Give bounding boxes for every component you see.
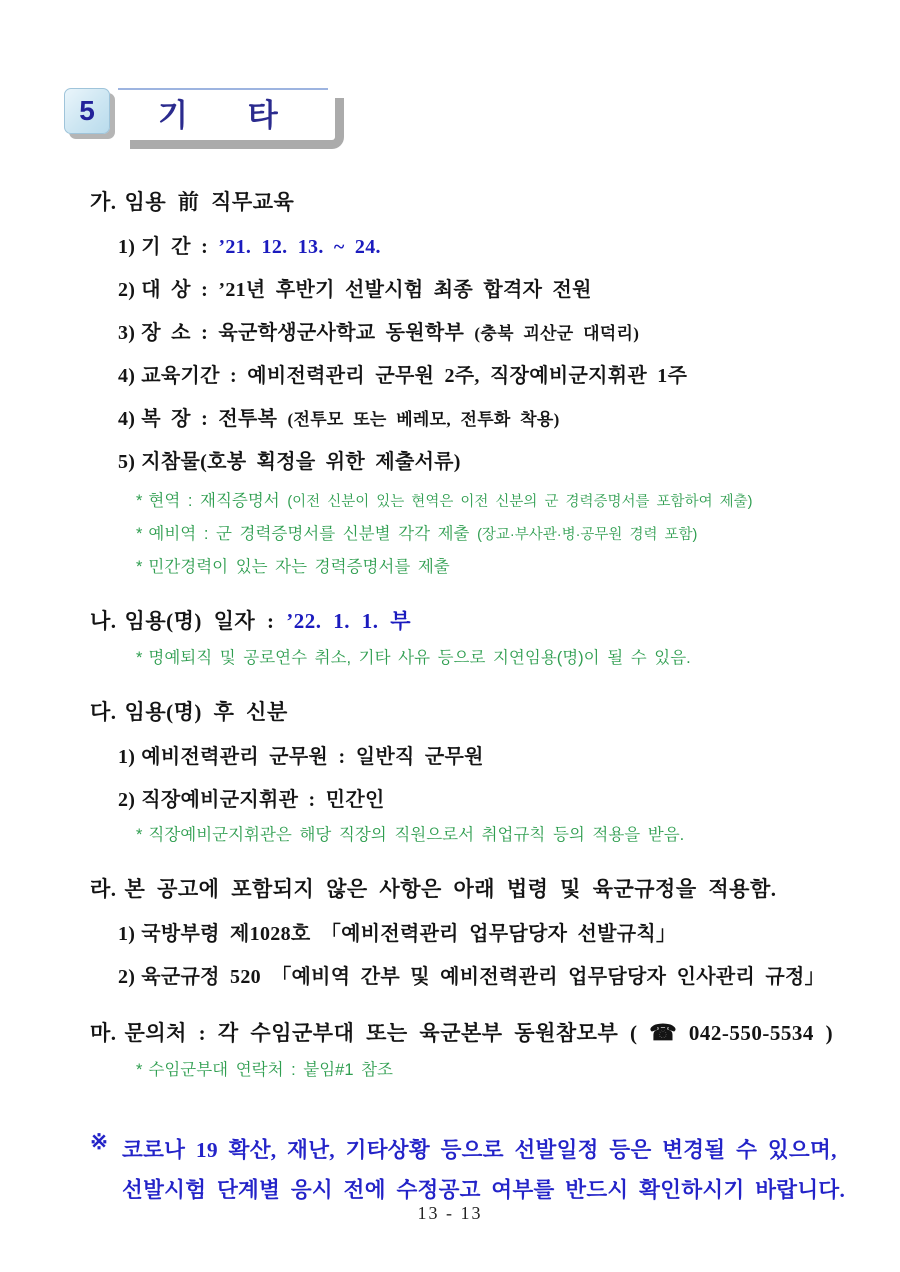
item-text: 지참물(호봉 획정을 위한 제출서류): [141, 451, 461, 473]
section-ra-label: 라.: [90, 877, 117, 901]
list-item: [90, 445, 860, 474]
section-ra-heading: [90, 873, 860, 903]
list-item: [90, 783, 860, 812]
section-na-title: 임용(명) 일자 :: [124, 609, 287, 633]
note-text: 예비역 : 군 경력증명서를 신분별 각각 제출: [148, 525, 478, 543]
list-item: [90, 359, 860, 388]
note-text: 직장예비군지휘관은 해당 직장의 직원으로서 취업규칙 등의 적용을 받음.: [148, 826, 685, 844]
section-ga-heading: [90, 186, 860, 216]
section-header: [64, 88, 338, 143]
note-star: *: [136, 558, 143, 576]
note-line: [90, 487, 860, 511]
note-paren: (장교·부사관·병·공무원 경력 포함): [477, 527, 698, 543]
page-number: 13 - 13: [417, 1203, 483, 1223]
item-number: 4): [118, 408, 136, 430]
item-text: 예비전력관리 군무원 : 일반직 군무원: [141, 746, 484, 768]
item-number: 3): [118, 322, 136, 344]
reference-mark-icon: ※: [90, 1130, 109, 1154]
note-text: 현역 : 재직증명서: [148, 492, 288, 510]
note-line: [90, 520, 860, 544]
item-text: 복 장 : 전투복: [141, 408, 288, 430]
item-text: 교육기간 : 예비전력관리 군무원 2주, 직장예비군지휘관 1주: [141, 365, 688, 387]
note-star: *: [136, 525, 143, 543]
item-text: 육군규정 520 「예비역 간부 및 예비전력관리 업무담당자 인사관리 규정」: [141, 966, 825, 988]
item-number: 4): [118, 365, 136, 387]
final-notice-text: [122, 1130, 845, 1210]
note-line: [90, 644, 860, 668]
item-text: 기 간 :: [141, 236, 219, 258]
item-number: 5): [118, 451, 136, 473]
section-na-heading: [90, 605, 860, 635]
item-paren: (전투모 또는 베레모, 전투화 착용): [287, 410, 560, 429]
section-number: 5: [79, 95, 95, 126]
page-title: 기 타: [158, 98, 304, 133]
section-da-title: 임용(명) 후 신분: [124, 700, 288, 724]
list-item: [90, 960, 860, 989]
item-value-date: ’21. 12. 13. ~ 24.: [218, 236, 381, 258]
phone-paren-open: (: [630, 1021, 650, 1045]
item-number: 2): [118, 279, 136, 301]
item-text: 직장예비군지휘관 : 민간인: [141, 789, 385, 811]
section-number-badge: [64, 88, 110, 134]
item-number: 1): [118, 746, 136, 768]
note-line: [90, 553, 860, 577]
section-title-box: [128, 88, 338, 143]
section-ma-heading: [90, 1017, 860, 1047]
list-item: [90, 316, 860, 345]
note-star: *: [136, 492, 143, 510]
section-da-label: 다.: [90, 700, 117, 724]
phone-number: 042-550-5534 ): [677, 1021, 834, 1045]
list-item: [90, 402, 860, 431]
list-item: [90, 273, 860, 302]
page-footer: [0, 1203, 900, 1224]
note-line: [90, 821, 860, 845]
section-na-date: ’22. 1. 1. 부: [286, 609, 411, 633]
section-da-heading: [90, 696, 860, 726]
list-item: [90, 740, 860, 769]
item-paren: (충북 괴산군 대덕리): [474, 324, 640, 343]
note-text: 수임군부대 연락처 : 붙임#1 참조: [148, 1061, 393, 1079]
item-number: 2): [118, 789, 136, 811]
item-number: 1): [118, 236, 136, 258]
item-text: 국방부령 제1028호 「예비전력관리 업무담당자 선발규칙」: [141, 923, 677, 945]
item-text: 대 상 : ’21년 후반기 선발시험 최종 합격자 전원: [141, 279, 592, 301]
document-body: [90, 158, 860, 1210]
phone-icon: ☎: [649, 1020, 678, 1045]
section-ma-label: 마.: [90, 1021, 117, 1045]
final-notice-line1: 코로나 19 확산, 재난, 기타상황 등으로 선발일정 등은 변경될 수 있으며,: [122, 1138, 837, 1162]
note-text: 민간경력이 있는 자는 경력증명서를 제출: [148, 558, 450, 576]
note-star: *: [136, 826, 143, 844]
note-star: *: [136, 649, 143, 667]
list-item: [90, 917, 860, 946]
note-paren: (이전 신분이 있는 현역은 이전 신분의 군 경력증명서를 포함하여 제출): [287, 494, 753, 510]
section-ra-title: 본 공고에 포함되지 않은 사항은 아래 법령 및 육군규정을 적용함.: [124, 877, 777, 901]
final-notice-line2: 선발시험 단계별 응시 전에 수정공고 여부를 반드시 확인하시기 바랍니다.: [122, 1178, 846, 1202]
note-text: 명예퇴직 및 공로연수 취소, 기타 사유 등으로 지연임용(명)이 될 수 있음.: [148, 649, 691, 667]
note-star: *: [136, 1061, 143, 1079]
final-notice: [90, 1130, 860, 1210]
note-line: [90, 1056, 860, 1080]
section-ga-title: 임용 前 직무교육: [124, 190, 295, 214]
section-ga-label: 가.: [90, 190, 117, 214]
section-na-label: 나.: [90, 609, 117, 633]
item-number: 2): [118, 966, 136, 988]
list-item: [90, 230, 860, 259]
item-text: 장 소 : 육군학생군사학교 동원학부: [141, 322, 475, 344]
item-number: 1): [118, 923, 136, 945]
section-ma-title: 문의처 : 각 수임군부대 또는 육군본부 동원참모부: [124, 1021, 631, 1045]
